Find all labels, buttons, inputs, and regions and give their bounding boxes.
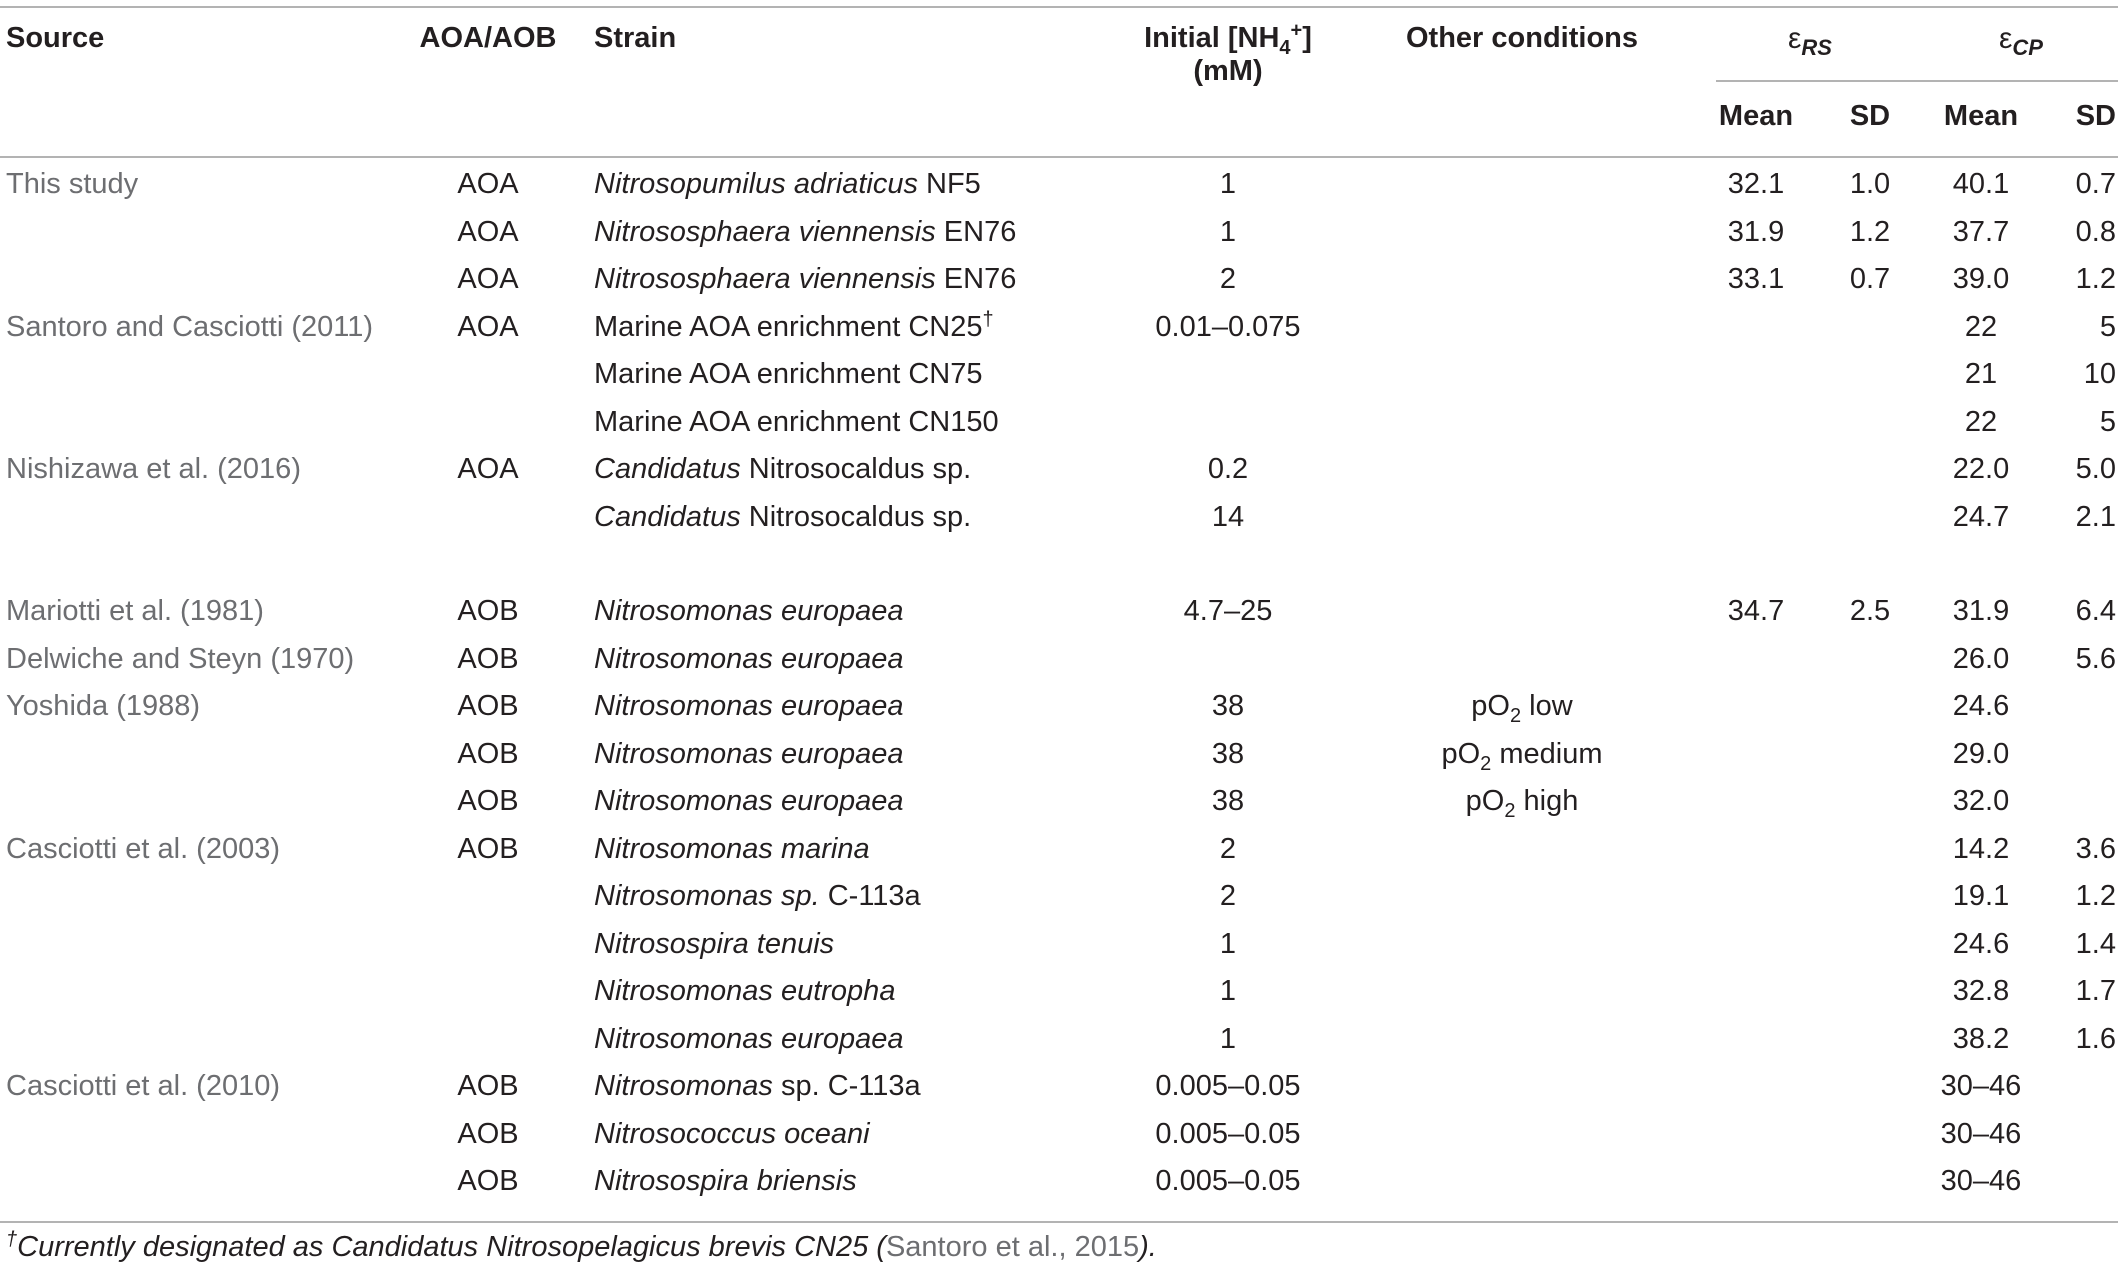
table-row: [0, 873, 2118, 921]
header-epsilon-cp: [1924, 0, 2118, 78]
cell-cp-mean: 30–46: [1940, 1117, 2022, 1150]
strain-italic: Nitrososphaera viennensis: [594, 263, 936, 295]
cell-initial-nh4: 38: [1211, 785, 1245, 817]
cell-cp-mean: 22: [1964, 310, 1998, 343]
header-cp-mean: Mean: [1943, 100, 2019, 132]
cell-source: [0, 209, 388, 257]
cell-cp-mean: 30–46: [1940, 1165, 2022, 1197]
strain-plain: Nitrosocaldus sp.: [740, 453, 972, 485]
strain-plain: Marine AOA enrichment CN150: [594, 405, 999, 438]
cell-strain: [588, 636, 1108, 684]
source-reference-link[interactable]: Delwiche and Steyn (1970): [6, 642, 355, 675]
epsilon-rs-sub: RS: [1801, 35, 1832, 60]
cell-source: [0, 446, 388, 494]
strain-italic: Nitrosospira briensis: [594, 1165, 857, 1197]
source-reference-link[interactable]: Mariotti et al. (1981): [6, 595, 264, 627]
strain-italic: Nitrosomonas europaea: [594, 642, 904, 675]
cell-aoa-aob: [388, 1016, 588, 1064]
table-footnote: [6, 1228, 1157, 1264]
cell-other-conditions: [1348, 399, 1696, 447]
header-blank: [0, 78, 388, 153]
other-level: low: [1521, 690, 1573, 722]
cell-rs-mean: [1696, 399, 1816, 447]
strain-italic: Candidatus: [594, 500, 741, 533]
cell-aoa-aob: AOA: [457, 263, 519, 295]
strain-italic: Candidatus: [594, 453, 741, 485]
cell-aoa-aob: [388, 399, 588, 447]
cell-cp-sd: 5: [2099, 310, 2116, 343]
cell-rs-mean: 31.9: [1727, 215, 1785, 248]
cell-cp-sd: 5.0: [2075, 453, 2116, 485]
source-reference-link[interactable]: Casciotti et al. (2010): [6, 1070, 281, 1102]
cell-initial-nh4: 14: [1211, 500, 1245, 533]
other-sub: 2: [1504, 799, 1516, 822]
cell-other-conditions: [1348, 921, 1696, 969]
table-row: [0, 494, 2118, 542]
header-source: Source: [6, 22, 105, 54]
cell-strain: [588, 683, 1108, 731]
spacer-cell: [0, 541, 2118, 588]
epsilon-cp-symbol: ε: [1999, 22, 2013, 55]
epsilon-cp-sub: CP: [2012, 35, 2043, 60]
cell-other-conditions: [1348, 256, 1696, 304]
cell-cp-sd: [2038, 731, 2118, 779]
table-body: [0, 153, 2118, 1206]
cell-rs-mean: 33.1: [1727, 263, 1785, 295]
cell-other-conditions: [1348, 1158, 1696, 1206]
cell-initial-nh4: 1: [1219, 975, 1237, 1007]
cell-rs-mean: [1696, 826, 1816, 874]
cell-rs-mean: [1696, 873, 1816, 921]
source-reference-link[interactable]: This study: [6, 168, 139, 200]
cell-cp-sd: 6.4: [2075, 595, 2116, 627]
cell-aoa-aob: [388, 968, 588, 1016]
cell-cp-sd: 0.7: [2075, 168, 2116, 200]
cell-initial-nh4: [1108, 636, 1348, 684]
header-initial-unit: (mM): [1193, 55, 1263, 87]
cell-rs-mean: [1696, 778, 1816, 826]
cell-strain: [588, 778, 1108, 826]
cell-rs-mean: [1696, 304, 1816, 352]
strain-plain: sp. C-113a: [772, 1070, 921, 1102]
cell-cp-mean: 14.2: [1952, 832, 2010, 865]
table-row: [0, 588, 2118, 636]
cell-cp-sd: 1.6: [2075, 1022, 2116, 1055]
bottom-rule: [0, 1221, 2118, 1223]
cell-rs-mean: [1696, 446, 1816, 494]
cell-rs-sd: [1816, 1158, 1924, 1206]
cell-initial-nh4: [1108, 399, 1348, 447]
cell-cp-mean: 32.0: [1952, 785, 2010, 817]
cell-rs-sd: 1.2: [1849, 215, 1891, 248]
table-row: [0, 826, 2118, 874]
cell-cp-mean: 30–46: [1940, 1070, 2022, 1102]
cell-source: [0, 1111, 388, 1159]
cell-source: [0, 399, 388, 447]
cell-rs-sd: [1816, 683, 1924, 731]
table-row: [0, 1016, 2118, 1064]
cell-source: [0, 873, 388, 921]
cell-other-conditions: [1348, 209, 1696, 257]
cell-initial-nh4: 2: [1219, 263, 1237, 295]
cell-source: [0, 153, 388, 209]
cell-source: [0, 1063, 388, 1111]
cell-initial-nh4: 0.005–0.05: [1155, 1070, 1301, 1102]
cell-aoa-aob: AOA: [457, 453, 519, 485]
cell-strain: [588, 826, 1108, 874]
cell-rs-sd: [1816, 1111, 1924, 1159]
cell-initial-nh4: 0.01–0.075: [1155, 310, 1301, 343]
cell-other-conditions: [1348, 778, 1696, 826]
cell-cp-mean: 24.7: [1952, 500, 2010, 533]
cell-source: [0, 304, 388, 352]
cell-strain: [588, 446, 1108, 494]
cell-cp-sd: 1.4: [2075, 927, 2116, 960]
cell-strain: [588, 921, 1108, 969]
table-row: [0, 541, 2118, 588]
cell-cp-mean: 31.9: [1952, 595, 2010, 627]
header-strain: Strain: [594, 22, 677, 54]
cell-rs-sd: [1816, 921, 1924, 969]
table-row: [0, 351, 2118, 399]
cell-cp-mean: 38.2: [1952, 1022, 2010, 1055]
header-initial-nh4: [1108, 0, 1348, 153]
cell-strain: [588, 1016, 1108, 1064]
cell-rs-sd: [1816, 873, 1924, 921]
cell-rs-sd: [1816, 968, 1924, 1016]
cell-other-conditions: [1348, 1063, 1696, 1111]
cell-cp-mean: 22: [1964, 405, 1998, 438]
cell-strain: [588, 873, 1108, 921]
cell-strain: [588, 1063, 1108, 1111]
cell-source: [0, 683, 388, 731]
cell-rs-mean: [1696, 494, 1816, 542]
strain-italic: Nitrosospira tenuis: [594, 927, 835, 960]
other-level: high: [1515, 785, 1579, 817]
cell-rs-sd: [1816, 446, 1924, 494]
cell-strain: [588, 731, 1108, 779]
cell-initial-nh4: 2: [1219, 832, 1237, 865]
cell-other-conditions: [1348, 826, 1696, 874]
cell-initial-nh4: 38: [1211, 690, 1245, 722]
cell-aoa-aob: AOA: [457, 310, 519, 343]
cell-cp-sd: 1.2: [2075, 880, 2116, 912]
header-blank: [1348, 78, 1696, 153]
table-row: [0, 1158, 2118, 1206]
cell-source: [0, 1158, 388, 1206]
cell-rs-mean: [1696, 683, 1816, 731]
cell-other-conditions: [1348, 351, 1696, 399]
cell-rs-mean: [1696, 968, 1816, 1016]
cell-source: [0, 256, 388, 304]
cell-aoa-aob: AOA: [457, 215, 519, 248]
cell-cp-sd: 3.6: [2075, 832, 2116, 865]
cell-initial-nh4: 0.2: [1207, 453, 1249, 485]
cell-initial-nh4: 0.005–0.05: [1155, 1117, 1301, 1150]
cell-rs-sd: [1816, 494, 1924, 542]
cell-strain: [588, 494, 1108, 542]
cell-rs-sd: [1816, 1063, 1924, 1111]
cell-rs-sd: [1816, 1016, 1924, 1064]
cell-cp-sd: 1.2: [2075, 263, 2116, 295]
cell-strain: [588, 968, 1108, 1016]
cell-initial-nh4: 38: [1211, 737, 1245, 770]
cell-strain: [588, 351, 1108, 399]
cell-other-conditions: [1348, 153, 1696, 209]
cell-other-conditions: [1348, 588, 1696, 636]
cell-rs-mean: [1696, 921, 1816, 969]
header-rs-mean: Mean: [1718, 100, 1794, 132]
strain-italic: Nitrosomonas europaea: [594, 690, 904, 722]
epsilon-rs-symbol: ε: [1788, 22, 1802, 55]
cell-cp-sd: 5.6: [2075, 642, 2116, 675]
cell-other-conditions: [1348, 968, 1696, 1016]
table-row: [0, 968, 2118, 1016]
cell-rs-mean: [1696, 1111, 1816, 1159]
cell-aoa-aob: AOB: [457, 642, 519, 675]
cell-strain: [588, 209, 1108, 257]
cell-rs-sd: [1816, 731, 1924, 779]
cell-initial-nh4: [1108, 351, 1348, 399]
cell-other-conditions: [1348, 304, 1696, 352]
strain-italic: Nitrosomonas: [594, 1070, 773, 1102]
cell-cp-mean: 39.0: [1952, 263, 2010, 295]
table-row: [0, 683, 2118, 731]
cell-strain: [588, 256, 1108, 304]
header-aoa-aob: AOA/AOB: [419, 22, 557, 54]
other-text: pO: [1471, 690, 1510, 722]
header-initial-sub: 4: [1279, 36, 1291, 59]
header-other-conditions: Other conditions: [1406, 22, 1638, 54]
cell-source: [0, 494, 388, 542]
table-row: [0, 778, 2118, 826]
cell-strain: [588, 153, 1108, 209]
strain-italic: Nitrosomonas marina: [594, 832, 870, 865]
cell-source: [0, 636, 388, 684]
other-sub: 2: [1509, 704, 1522, 727]
table-row: [0, 1063, 2118, 1111]
cell-aoa-aob: AOB: [457, 595, 519, 627]
strain-italic: Nitrosococcus oceani: [594, 1117, 870, 1150]
cell-aoa-aob: AOB: [457, 1070, 519, 1102]
cell-source: [0, 351, 388, 399]
strain-italic: Nitrosomonas europaea: [594, 737, 904, 770]
strain-italic: Nitrososphaera viennensis: [594, 215, 936, 248]
table-row: [0, 256, 2118, 304]
cell-rs-sd: [1816, 778, 1924, 826]
source-reference-link[interactable]: Casciotti et al. (2003): [6, 832, 281, 865]
cell-rs-sd: 2.5: [1849, 595, 1891, 627]
cell-aoa-aob: [388, 873, 588, 921]
other-level: medium: [1491, 737, 1603, 770]
cell-rs-sd: [1816, 304, 1924, 352]
header-blank: [588, 78, 1108, 153]
strain-plain: Nitrosocaldus sp.: [740, 500, 972, 533]
cell-strain: [588, 588, 1108, 636]
header-cp-sd: SD: [2075, 100, 2116, 132]
cell-cp-mean: 21: [1964, 358, 1998, 390]
header-rs-sd: SD: [1849, 100, 1891, 132]
cell-initial-nh4: 1: [1219, 1022, 1237, 1055]
cell-initial-nh4: 4.7–25: [1183, 595, 1273, 627]
source-reference-link[interactable]: Santoro and Casciotti (2011): [6, 310, 374, 343]
table-row: [0, 304, 2118, 352]
header-blank: [388, 78, 588, 153]
cell-cp-mean: 26.0: [1952, 642, 2010, 675]
strain-italic: Nitrosopumilus adriaticus: [594, 168, 918, 200]
table-row: [0, 1111, 2118, 1159]
strain-italic: Nitrosomonas eutropha: [594, 975, 896, 1007]
cell-cp-mean: 22.0: [1952, 453, 2010, 485]
cell-aoa-aob: AOB: [457, 785, 519, 817]
strain-plain: NF5: [917, 168, 981, 200]
cell-initial-nh4: 1: [1219, 927, 1237, 960]
cell-cp-mean: 40.1: [1952, 168, 2010, 200]
header-initial-text: Initial [NH: [1144, 22, 1280, 54]
table-row: [0, 921, 2118, 969]
table-row: [0, 446, 2118, 494]
cell-source: [0, 778, 388, 826]
cell-cp-sd: [2038, 683, 2118, 731]
cell-strain: [588, 399, 1108, 447]
source-reference-link[interactable]: Yoshida (1988): [6, 690, 201, 722]
cell-cp-sd: 5: [2099, 405, 2116, 438]
table-row: [0, 153, 2118, 209]
cell-rs-sd: 0.7: [1849, 263, 1891, 295]
footnote-end: ).: [1139, 1231, 1157, 1263]
strain-plain: EN76: [935, 263, 1017, 295]
cell-other-conditions: [1348, 873, 1696, 921]
cell-source: [0, 731, 388, 779]
header-initial-close: ]: [1302, 22, 1312, 54]
cell-aoa-aob: AOA: [457, 168, 519, 200]
cell-aoa-aob: AOB: [457, 1117, 519, 1150]
cell-rs-mean: [1696, 731, 1816, 779]
cell-initial-nh4: 0.005–0.05: [1155, 1165, 1301, 1197]
cell-other-conditions: [1348, 636, 1696, 684]
cell-aoa-aob: AOB: [457, 832, 519, 865]
footnote-reference-link[interactable]: Santoro et al., 2015: [885, 1231, 1140, 1263]
cell-rs-mean: [1696, 636, 1816, 684]
strain-italic: Nitrosomonas europaea: [594, 785, 904, 817]
strain-plain: C-113a: [819, 880, 921, 912]
cell-aoa-aob: AOB: [457, 737, 519, 770]
strain-plain: Marine AOA enrichment CN25: [594, 310, 983, 343]
cell-cp-mean: 37.7: [1952, 215, 2010, 248]
cell-rs-sd: [1816, 826, 1924, 874]
cell-initial-nh4: 1: [1219, 168, 1237, 200]
cell-rs-mean: [1696, 1158, 1816, 1206]
table-row: [0, 636, 2118, 684]
header-epsilon-rs: [1696, 0, 1924, 78]
cell-source: [0, 588, 388, 636]
cell-other-conditions: [1348, 1111, 1696, 1159]
cell-cp-sd: [2038, 1158, 2118, 1206]
cell-rs-sd: [1816, 636, 1924, 684]
cell-source: [0, 826, 388, 874]
cell-cp-sd: 0.8: [2075, 215, 2116, 248]
cell-cp-sd: 1.7: [2075, 975, 2116, 1007]
other-text: pO: [1465, 785, 1505, 817]
cell-strain: [588, 1111, 1108, 1159]
cell-cp-mean: 19.1: [1952, 880, 2010, 912]
cell-cp-mean: 24.6: [1952, 927, 2010, 960]
cell-cp-mean: 24.6: [1952, 690, 2010, 722]
cell-source: [0, 921, 388, 969]
cell-cp-sd: 10: [2083, 358, 2116, 390]
cell-source: [0, 968, 388, 1016]
header-initial-sup: +: [1290, 19, 1303, 42]
strain-italic: Nitrosomonas europaea: [594, 1022, 904, 1055]
other-text: pO: [1441, 737, 1481, 770]
cell-rs-mean: 32.1: [1727, 168, 1785, 200]
cell-other-conditions: [1348, 731, 1696, 779]
cell-source: [0, 1016, 388, 1064]
cell-other-conditions: [1348, 1016, 1696, 1064]
cell-rs-mean: [1696, 1016, 1816, 1064]
cell-strain: [588, 304, 1108, 352]
cell-aoa-aob: [388, 351, 588, 399]
cell-rs-sd: [1816, 351, 1924, 399]
cell-rs-mean: 34.7: [1727, 595, 1785, 627]
cell-other-conditions: [1348, 683, 1696, 731]
strain-plain: Marine AOA enrichment CN75: [594, 358, 983, 390]
cell-rs-mean: [1696, 351, 1816, 399]
strain-italic: Nitrosomonas sp.: [594, 880, 820, 912]
cell-initial-nh4: 2: [1219, 880, 1237, 912]
cell-aoa-aob: AOB: [457, 1165, 519, 1197]
table-row: [0, 399, 2118, 447]
cell-rs-mean: [1696, 1063, 1816, 1111]
cell-aoa-aob: [388, 494, 588, 542]
cell-initial-nh4: 1: [1219, 215, 1237, 248]
footnote-dagger: †: [6, 1228, 18, 1251]
cell-other-conditions: [1348, 446, 1696, 494]
strain-plain: EN76: [935, 215, 1017, 248]
cell-rs-sd: [1816, 399, 1924, 447]
table-row: [0, 731, 2118, 779]
table-row: [0, 209, 2118, 257]
cell-cp-sd: 2.1: [2075, 500, 2116, 533]
cell-cp-sd: [2038, 1111, 2118, 1159]
cell-cp-mean: 32.8: [1952, 975, 2010, 1007]
cell-other-conditions: [1348, 494, 1696, 542]
table-header: [0, 0, 2118, 153]
cell-cp-sd: [2038, 778, 2118, 826]
source-reference-link[interactable]: Nishizawa et al. (2016): [6, 453, 301, 485]
cell-aoa-aob: AOB: [457, 690, 519, 722]
cell-cp-sd: [2038, 1063, 2118, 1111]
other-sub: 2: [1480, 752, 1492, 775]
cell-rs-sd: 1.0: [1849, 168, 1891, 200]
cell-aoa-aob: [388, 921, 588, 969]
strain-footnote-mark: †: [982, 307, 994, 330]
cell-cp-mean: 29.0: [1952, 737, 2010, 770]
footnote-text: Currently designated as Candidatus Nitrosopelagicus brevis CN25 (: [17, 1231, 886, 1263]
strain-italic: Nitrosomonas europaea: [594, 595, 904, 627]
cell-strain: [588, 1158, 1108, 1206]
